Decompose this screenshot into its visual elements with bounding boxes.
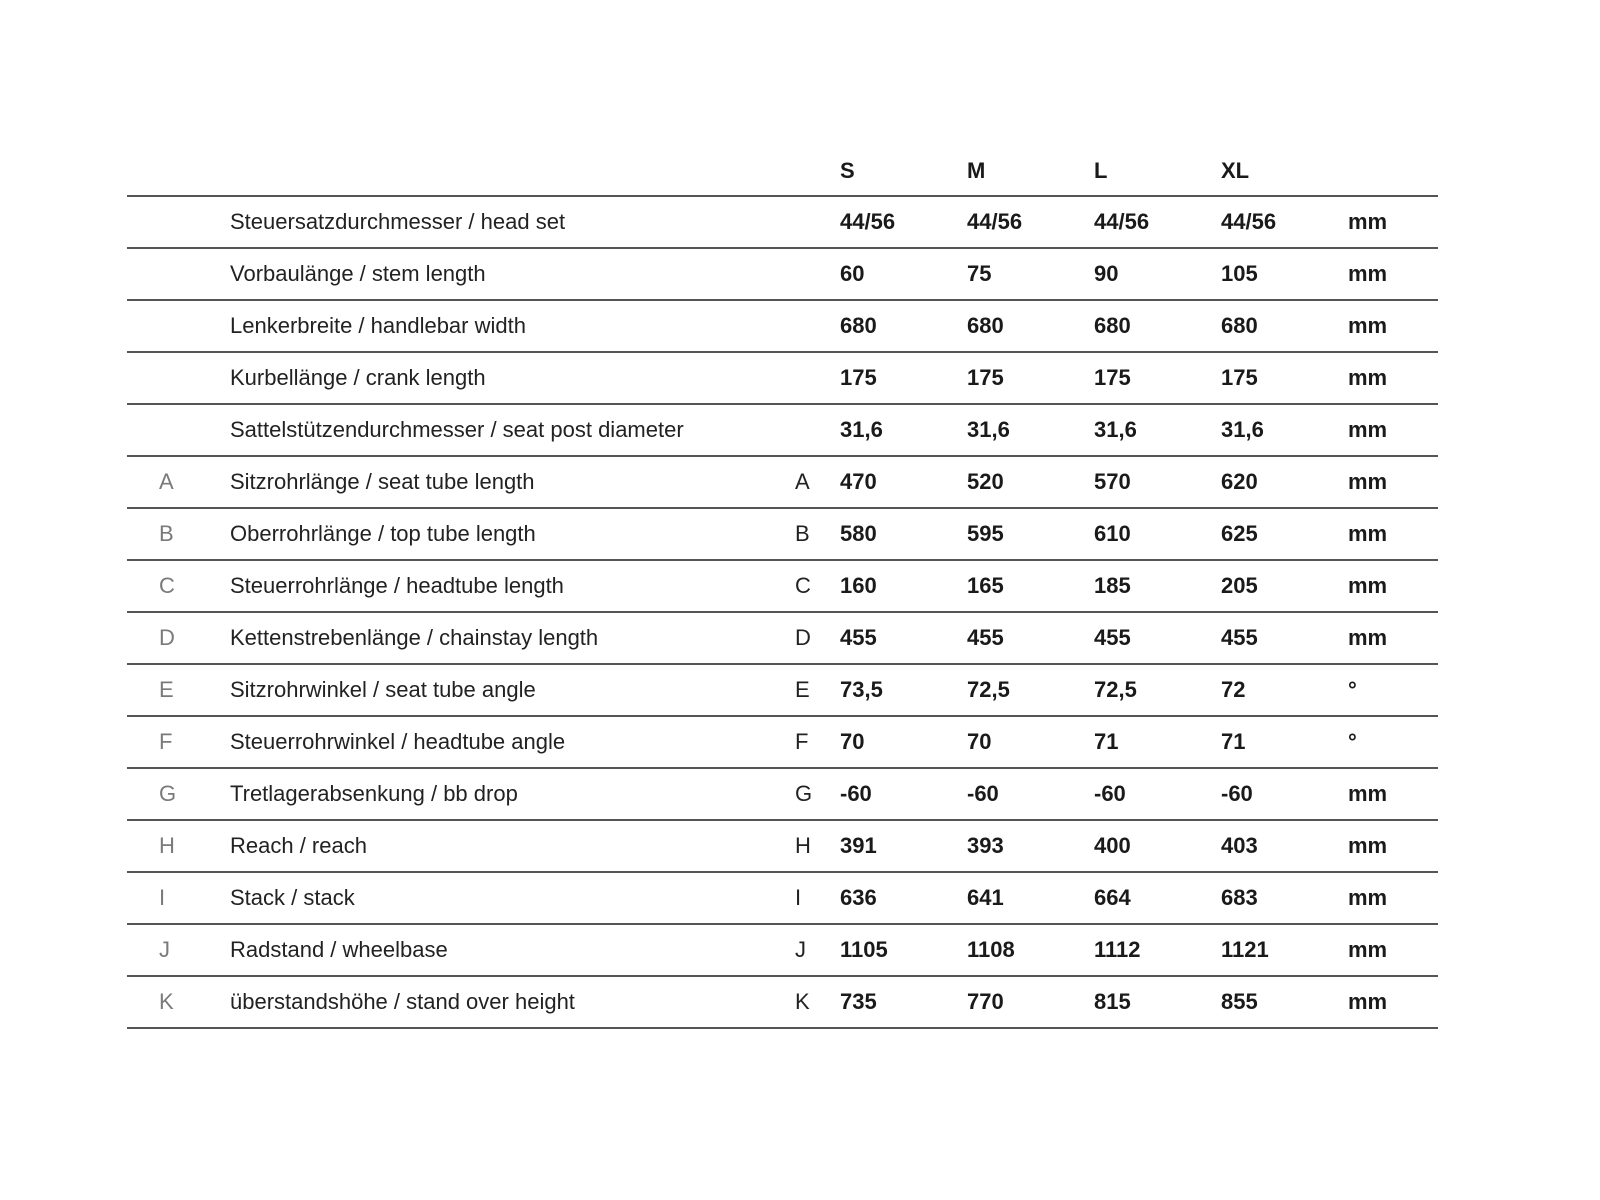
row-ref-letter: I xyxy=(795,872,840,924)
row-value-s: 636 xyxy=(840,872,967,924)
row-value-l: 664 xyxy=(1094,872,1221,924)
row-unit: mm xyxy=(1348,924,1438,976)
header-blank-label xyxy=(230,147,795,196)
row-value-l: 90 xyxy=(1094,248,1221,300)
row-ref-letter: C xyxy=(795,560,840,612)
row-unit: ° xyxy=(1348,716,1438,768)
size-header-l: L xyxy=(1094,147,1221,196)
row-letter: E xyxy=(127,664,230,716)
geometry-table-body xyxy=(127,196,1438,1028)
row-value-m: 31,6 xyxy=(967,404,1094,456)
row-value-s: 455 xyxy=(840,612,967,664)
row-ref-letter: J xyxy=(795,924,840,976)
row-value-xl: 105 xyxy=(1221,248,1348,300)
table-row xyxy=(127,872,1438,924)
row-value-s: 73,5 xyxy=(840,664,967,716)
row-value-xl: 625 xyxy=(1221,508,1348,560)
row-value-l: -60 xyxy=(1094,768,1221,820)
row-value-xl: -60 xyxy=(1221,768,1348,820)
row-label: überstandshöhe / stand over height xyxy=(230,976,795,1028)
row-label: Vorbaulänge / stem length xyxy=(230,248,795,300)
row-value-s: 60 xyxy=(840,248,967,300)
row-unit: mm xyxy=(1348,352,1438,404)
row-label: Steuerrohrlänge / headtube length xyxy=(230,560,795,612)
row-label: Sitzrohrlänge / seat tube length xyxy=(230,456,795,508)
row-value-l: 31,6 xyxy=(1094,404,1221,456)
row-ref-letter xyxy=(795,248,840,300)
row-value-s: 580 xyxy=(840,508,967,560)
row-label: Steuersatzdurchmesser / head set xyxy=(230,196,795,248)
row-value-l: 71 xyxy=(1094,716,1221,768)
table-row xyxy=(127,248,1438,300)
row-value-s: 31,6 xyxy=(840,404,967,456)
row-value-xl: 71 xyxy=(1221,716,1348,768)
row-label: Radstand / wheelbase xyxy=(230,924,795,976)
row-value-l: 44/56 xyxy=(1094,196,1221,248)
row-ref-letter xyxy=(795,352,840,404)
table-row xyxy=(127,560,1438,612)
row-label: Oberrohrlänge / top tube length xyxy=(230,508,795,560)
row-value-xl: 44/56 xyxy=(1221,196,1348,248)
row-unit: mm xyxy=(1348,196,1438,248)
row-value-m: 520 xyxy=(967,456,1094,508)
table-row xyxy=(127,664,1438,716)
size-header-xl: XL xyxy=(1221,147,1348,196)
row-value-m: -60 xyxy=(967,768,1094,820)
header-blank-unit xyxy=(1348,147,1438,196)
row-value-s: 391 xyxy=(840,820,967,872)
row-value-l: 680 xyxy=(1094,300,1221,352)
row-value-m: 44/56 xyxy=(967,196,1094,248)
row-label: Lenkerbreite / handlebar width xyxy=(230,300,795,352)
row-value-m: 165 xyxy=(967,560,1094,612)
row-ref-letter: E xyxy=(795,664,840,716)
table-row xyxy=(127,612,1438,664)
row-value-s: 470 xyxy=(840,456,967,508)
row-ref-letter: D xyxy=(795,612,840,664)
row-letter xyxy=(127,300,230,352)
row-value-s: 680 xyxy=(840,300,967,352)
row-value-xl: 1121 xyxy=(1221,924,1348,976)
row-label: Stack / stack xyxy=(230,872,795,924)
row-value-l: 570 xyxy=(1094,456,1221,508)
row-value-xl: 31,6 xyxy=(1221,404,1348,456)
row-ref-letter xyxy=(795,196,840,248)
row-label: Kurbellänge / crank length xyxy=(230,352,795,404)
header-blank-ref xyxy=(795,147,840,196)
row-letter: B xyxy=(127,508,230,560)
row-label: Sitzrohrwinkel / seat tube angle xyxy=(230,664,795,716)
geometry-table xyxy=(127,147,1438,1029)
row-value-l: 455 xyxy=(1094,612,1221,664)
row-value-m: 595 xyxy=(967,508,1094,560)
row-value-xl: 175 xyxy=(1221,352,1348,404)
row-label: Reach / reach xyxy=(230,820,795,872)
row-value-m: 70 xyxy=(967,716,1094,768)
row-value-xl: 72 xyxy=(1221,664,1348,716)
table-row xyxy=(127,716,1438,768)
row-label: Kettenstrebenlänge / chainstay length xyxy=(230,612,795,664)
table-row xyxy=(127,924,1438,976)
row-letter: C xyxy=(127,560,230,612)
table-row xyxy=(127,352,1438,404)
table-row xyxy=(127,768,1438,820)
row-value-xl: 855 xyxy=(1221,976,1348,1028)
row-letter xyxy=(127,196,230,248)
row-label: Sattelstützendurchmesser / seat post diameter xyxy=(230,404,795,456)
row-value-s: -60 xyxy=(840,768,967,820)
row-value-m: 455 xyxy=(967,612,1094,664)
row-letter: K xyxy=(127,976,230,1028)
table-row xyxy=(127,456,1438,508)
row-unit: mm xyxy=(1348,560,1438,612)
row-value-xl: 403 xyxy=(1221,820,1348,872)
row-unit: mm xyxy=(1348,612,1438,664)
row-value-m: 175 xyxy=(967,352,1094,404)
row-unit: mm xyxy=(1348,456,1438,508)
row-value-s: 175 xyxy=(840,352,967,404)
row-value-l: 400 xyxy=(1094,820,1221,872)
row-value-s: 160 xyxy=(840,560,967,612)
row-unit: mm xyxy=(1348,976,1438,1028)
row-value-xl: 683 xyxy=(1221,872,1348,924)
table-row xyxy=(127,508,1438,560)
row-ref-letter: H xyxy=(795,820,840,872)
size-header-m: M xyxy=(967,147,1094,196)
table-row xyxy=(127,404,1438,456)
row-value-l: 1112 xyxy=(1094,924,1221,976)
row-unit: ° xyxy=(1348,664,1438,716)
row-value-s: 44/56 xyxy=(840,196,967,248)
row-value-s: 735 xyxy=(840,976,967,1028)
row-ref-letter: F xyxy=(795,716,840,768)
row-ref-letter: B xyxy=(795,508,840,560)
row-letter xyxy=(127,248,230,300)
header-blank-letter xyxy=(127,147,230,196)
row-letter: F xyxy=(127,716,230,768)
row-label: Tretlagerabsenkung / bb drop xyxy=(230,768,795,820)
row-unit: mm xyxy=(1348,768,1438,820)
size-header-s: S xyxy=(840,147,967,196)
row-unit: mm xyxy=(1348,300,1438,352)
table-row xyxy=(127,196,1438,248)
row-ref-letter: G xyxy=(795,768,840,820)
row-value-xl: 680 xyxy=(1221,300,1348,352)
row-unit: mm xyxy=(1348,820,1438,872)
row-letter: A xyxy=(127,456,230,508)
row-value-m: 680 xyxy=(967,300,1094,352)
row-unit: mm xyxy=(1348,248,1438,300)
row-ref-letter: K xyxy=(795,976,840,1028)
table-row xyxy=(127,976,1438,1028)
row-label: Steuerrohrwinkel / headtube angle xyxy=(230,716,795,768)
row-value-s: 1105 xyxy=(840,924,967,976)
row-unit: mm xyxy=(1348,508,1438,560)
row-ref-letter: A xyxy=(795,456,840,508)
row-value-xl: 620 xyxy=(1221,456,1348,508)
row-letter: G xyxy=(127,768,230,820)
row-value-m: 75 xyxy=(967,248,1094,300)
row-value-l: 610 xyxy=(1094,508,1221,560)
row-value-m: 770 xyxy=(967,976,1094,1028)
row-value-xl: 455 xyxy=(1221,612,1348,664)
row-value-m: 72,5 xyxy=(967,664,1094,716)
row-letter: H xyxy=(127,820,230,872)
row-value-s: 70 xyxy=(840,716,967,768)
row-value-xl: 205 xyxy=(1221,560,1348,612)
row-value-m: 393 xyxy=(967,820,1094,872)
table-row xyxy=(127,820,1438,872)
row-value-l: 175 xyxy=(1094,352,1221,404)
row-letter: I xyxy=(127,872,230,924)
row-value-m: 1108 xyxy=(967,924,1094,976)
row-letter xyxy=(127,404,230,456)
row-letter: D xyxy=(127,612,230,664)
row-value-l: 815 xyxy=(1094,976,1221,1028)
table-row xyxy=(127,300,1438,352)
row-value-l: 72,5 xyxy=(1094,664,1221,716)
row-value-m: 641 xyxy=(967,872,1094,924)
row-letter: J xyxy=(127,924,230,976)
row-ref-letter xyxy=(795,300,840,352)
row-unit: mm xyxy=(1348,404,1438,456)
row-ref-letter xyxy=(795,404,840,456)
row-letter xyxy=(127,352,230,404)
size-header-row xyxy=(127,147,1438,196)
row-unit: mm xyxy=(1348,872,1438,924)
row-value-l: 185 xyxy=(1094,560,1221,612)
